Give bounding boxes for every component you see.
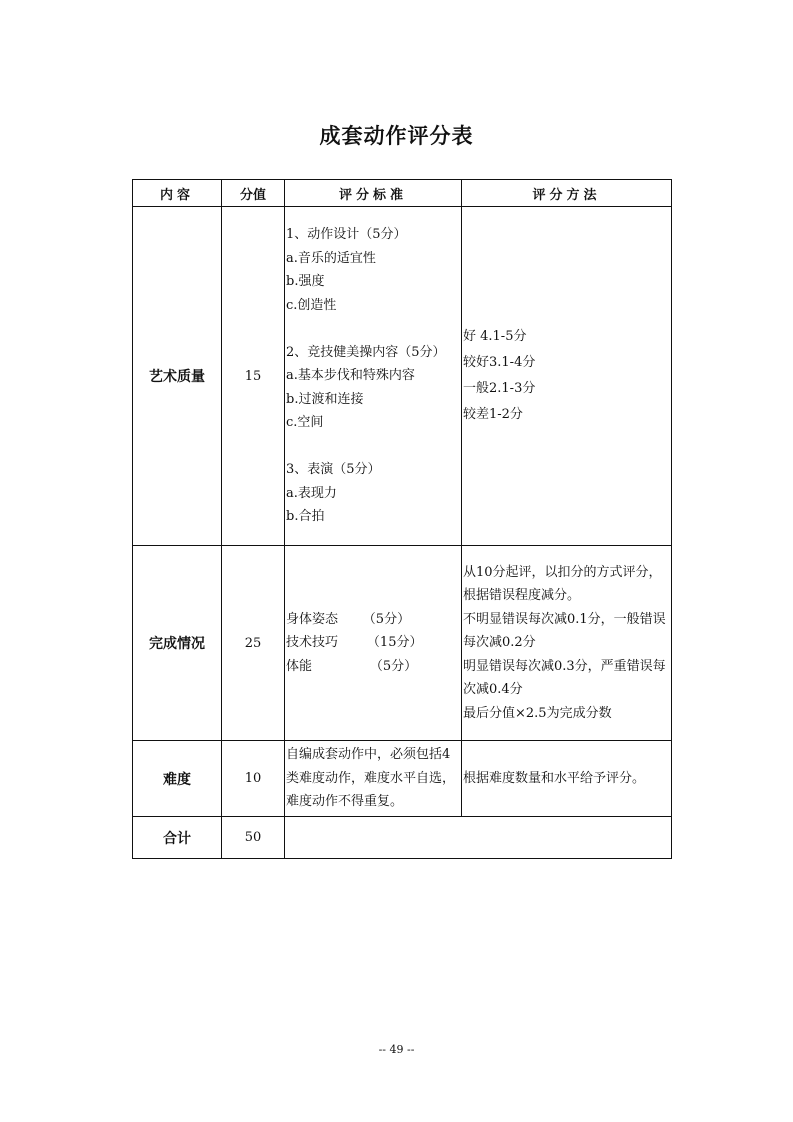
- method-paragraph: 明显错误每次减0.3分，严重错误每次减0.4分: [463, 658, 666, 698]
- criteria-line: 身体姿态 （5分）: [286, 611, 411, 627]
- total-empty-cell: [285, 817, 672, 859]
- criteria-art: [285, 207, 462, 546]
- page-number: -- 49 --: [378, 1043, 415, 1056]
- criteria-completion: [285, 546, 462, 741]
- method-line: 好 4.1-5分: [463, 329, 527, 344]
- method-paragraph: 从10分起评，以扣分的方式评分，根据错误程度减分。: [463, 564, 662, 604]
- criteria-line: 体能 （5分）: [286, 658, 418, 674]
- category-art: 艺术质量: [133, 207, 222, 546]
- header-score: 分值: [222, 180, 285, 207]
- criteria-line: 1、动作设计（5分）: [286, 227, 407, 243]
- category-completion: 完成情况: [133, 546, 222, 741]
- method-completion: [462, 546, 672, 741]
- method-paragraph: 不明显错误每次减0.1分，一般错误每次减0.2分: [463, 611, 666, 651]
- points-art: 15: [222, 207, 285, 546]
- method-line: 一般2.1-3分: [463, 381, 536, 396]
- points-total: 50: [222, 817, 285, 859]
- criteria-line: 技术技巧 （15分）: [286, 635, 423, 651]
- criteria-line: b.合拍: [286, 509, 325, 525]
- points-completion: 25: [222, 546, 285, 741]
- page-title: 成套动作评分表: [319, 124, 474, 148]
- header-content: 内容: [133, 180, 222, 207]
- criteria-line: a.表现力: [286, 485, 337, 501]
- criteria-line: b.强度: [286, 274, 325, 290]
- criteria-line: 2、竞技健美操内容（5分）: [286, 344, 446, 360]
- scoring-table: [132, 179, 672, 859]
- criteria-gap: [286, 435, 461, 459]
- table-row-total: [133, 817, 672, 859]
- criteria-line: 3、表演（5分）: [286, 462, 381, 478]
- table-row-completion: [133, 546, 672, 741]
- criteria-gap: [286, 317, 461, 341]
- criteria-line: a.基本步伐和特殊内容: [286, 368, 415, 384]
- criteria-line: a.音乐的适宜性: [286, 250, 376, 266]
- criteria-difficulty: 自编成套动作中，必须包括4类难度动作，难度水平自选，难度动作不得重复。: [285, 741, 462, 817]
- criteria-line: c.空间: [286, 415, 324, 431]
- category-difficulty: 难度: [133, 741, 222, 817]
- header-row: [133, 180, 672, 207]
- header-method: 评分方法: [462, 180, 672, 207]
- method-line: 较好3.1-4分: [463, 355, 536, 370]
- points-difficulty: 10: [222, 741, 285, 817]
- category-total: 合计: [133, 817, 222, 859]
- criteria-line: c.创造性: [286, 297, 337, 313]
- table-row-difficulty: [133, 741, 672, 817]
- method-difficulty: 根据难度数量和水平给予评分。: [462, 741, 672, 817]
- criteria-line: b.过渡和连接: [286, 391, 364, 407]
- method-paragraph: 最后分值×2.5为完成分数: [463, 705, 612, 721]
- header-criteria: 评分标准: [285, 180, 462, 207]
- method-line: 较差1-2分: [463, 407, 523, 422]
- table-row-art: [133, 207, 672, 546]
- method-art: [462, 207, 672, 546]
